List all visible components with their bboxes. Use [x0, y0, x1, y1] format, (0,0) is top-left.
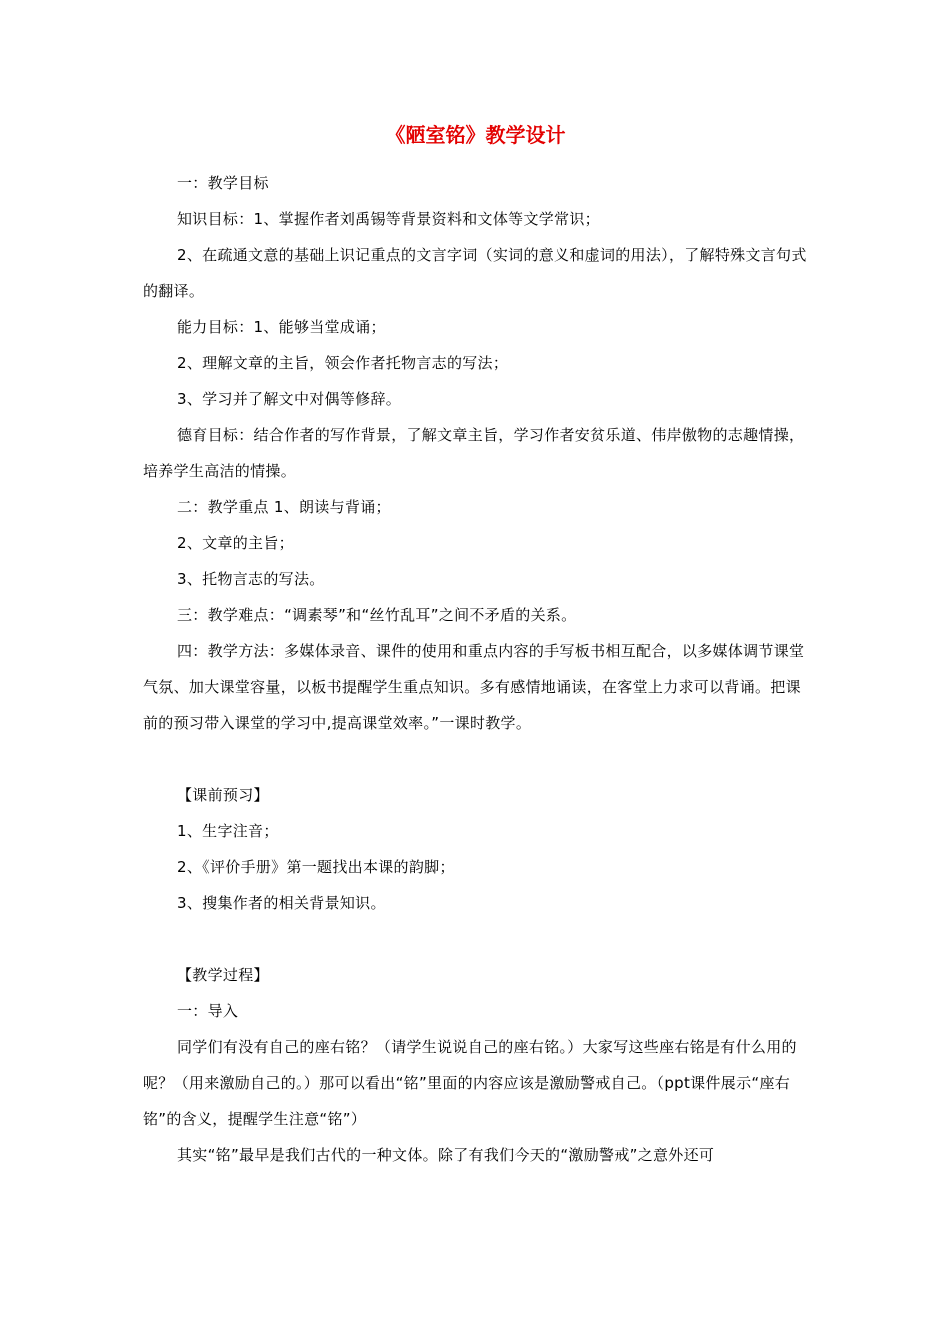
list-item: 1、生字注音；	[177, 822, 279, 840]
paragraph: 2、在疏通文意的基础上识记重点的文言字词（实词的意义和虚词的用法），了解特殊文言句式的翻译。	[143, 246, 807, 300]
paragraph: 3、托物言志的写法。	[177, 570, 325, 588]
spacer	[143, 921, 808, 957]
list-item: 2、《评价手册》第一题找出本课的韵脚；	[177, 858, 455, 876]
paragraph: 德育目标：结合作者的写作背景，了解文章主旨，学习作者安贫乐道、伟岸傲物的志趣情操，培养学生高洁的情操。	[143, 426, 805, 480]
spacer	[143, 741, 808, 777]
preview-heading: 【课前预习】	[177, 786, 269, 804]
process-heading: 【教学过程】	[177, 966, 269, 984]
paragraph: 其实“铭”最早是我们古代的一种文体。除了有我们今天的“激励警戒”之意外还可	[177, 1146, 715, 1164]
section-heading-intro: 一：导入	[177, 1002, 239, 1020]
paragraph: 2、理解文章的主旨，领会作者托物言志的写法；	[177, 354, 509, 372]
paragraph: 3、学习并了解文中对偶等修辞。	[177, 390, 402, 408]
section-heading-difficulty: 三：教学难点：“调素琴”和“丝竹乱耳”之间不矛盾的关系。	[177, 606, 577, 624]
page-title: 《陋室铭》教学设计	[385, 123, 566, 147]
document-body	[143, 120, 808, 1173]
paragraph: 知识目标：1、掌握作者刘禹锡等背景资料和文体等文学常识；	[177, 210, 600, 228]
section-heading-objectives: 一：教学目标	[177, 174, 269, 192]
paragraph: 2、文章的主旨；	[177, 534, 294, 552]
paragraph: 能力目标：1、能够当堂成诵；	[177, 318, 386, 336]
section-heading-methods: 四：教学方法：多媒体录音、课件的使用和重点内容的手写板书相互配合，以多媒体调节课堂气氛、加大课堂容量，以板书提醒学生重点知识。多有感情地诵读，在客堂上力求可以背诵。把课前的预习带入课堂的学习中,提高课堂效率。”一课时教学。	[143, 642, 805, 732]
list-item: 3、搜集作者的相关背景知识。	[177, 894, 386, 912]
paragraph: 同学们有没有自己的座右铭？（请学生说说自己的座右铭。）大家写这些座右铭是有什么用的呢？（用来激励自己的。）那可以看出“铭”里面的内容应该是激励警戒自己。（ppt课件展示“座右铭”的含义，提醒学生注意“铭”）	[143, 1038, 797, 1128]
section-heading-key-points: 二：教学重点 1、朗读与背诵；	[177, 498, 391, 516]
